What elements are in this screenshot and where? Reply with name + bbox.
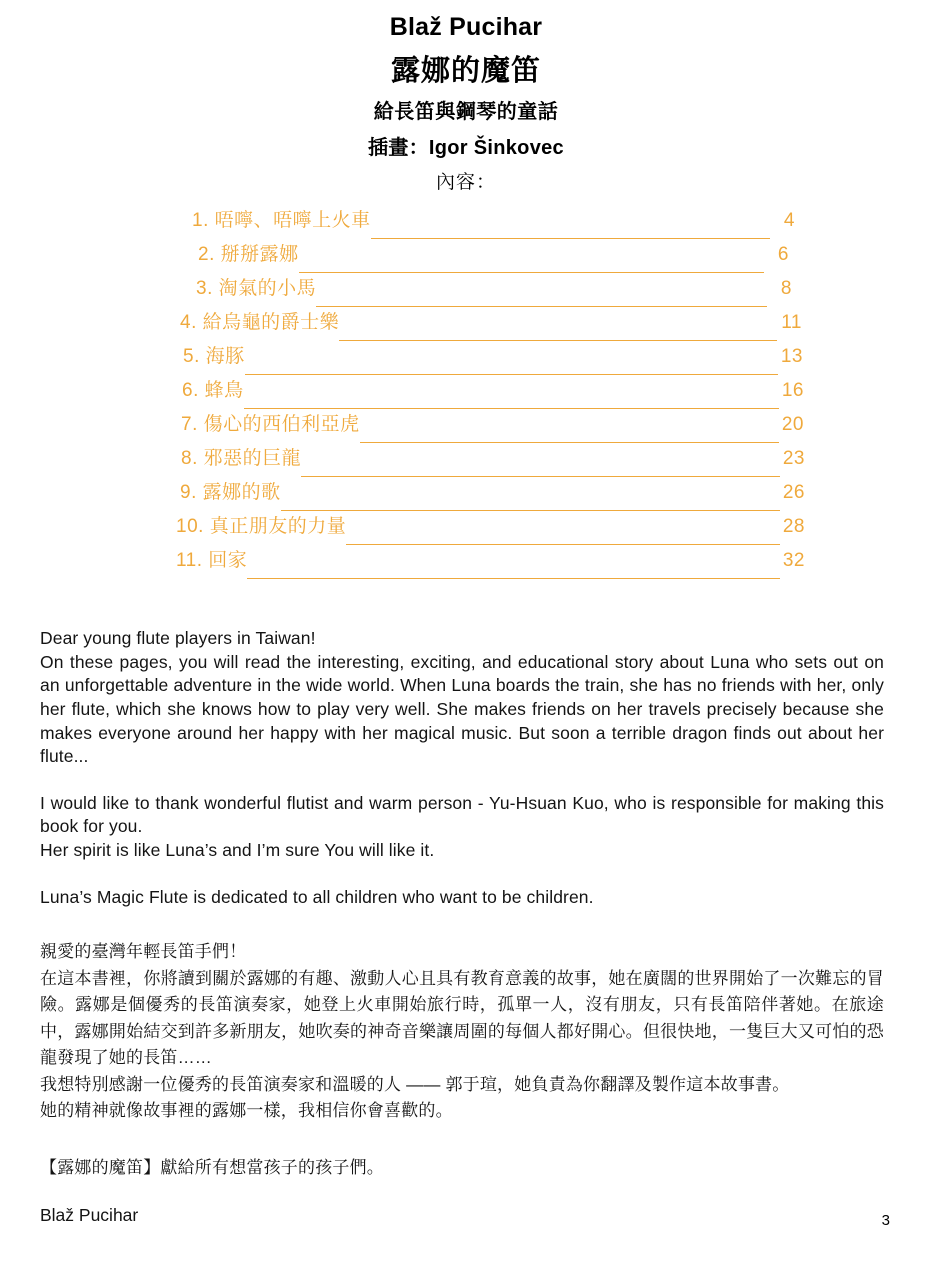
toc-entry-label: 11. 回家: [176, 550, 248, 572]
toc-entry-page: 6: [777, 244, 789, 266]
illustrator-credit: 插畫：Igor Šinkovec: [368, 137, 564, 160]
toc-entry[interactable]: [176, 245, 805, 279]
paragraph-spacer: [40, 909, 884, 939]
toc-leader-line: [371, 237, 770, 239]
title-block: [0, 0, 932, 194]
toc-leader-line: [247, 577, 780, 579]
toc-entry-page: 11: [781, 312, 802, 334]
toc-entry-page: 4: [783, 210, 795, 232]
toc-entry-label: 2. 掰掰露娜: [198, 244, 299, 266]
paragraph-spacer: [40, 1181, 884, 1204]
chinese-dedication: 【露娜的魔笛】獻給所有想當孩子的孩子們。: [40, 1157, 384, 1177]
toc-leader-line: [245, 373, 778, 375]
toc-entry[interactable]: [176, 313, 805, 347]
toc-entry-label: 4. 給烏龜的爵士樂: [180, 312, 340, 334]
body-text-area: [0, 627, 932, 1228]
author-heading: Blaž Pucihar: [389, 13, 543, 41]
toc-entry-label: 5. 海豚: [183, 346, 245, 368]
toc-leader-line: [316, 305, 767, 307]
chinese-paragraph-1: 在這本書裡，你將讀到關於露娜的有趣、激動人心且具有教育意義的故事，她在廣闊的世界開始了一次難忘的冒險。露娜是個優秀的長笛演奏家，她登上火車開始旅行時，孤單一人，沒有朋友，只有長笛陪伴著她。在旅途中，露娜開始結交到許多新朋友，她吹奏的神奇音樂讓周圍的每個人都好開心。但很快地，一隻巨大又可怕的恐龍發現了她的長笛……: [40, 968, 884, 1068]
english-paragraph-1: On these pages, you will read the interesting, exciting, and educational story about Luna who sets out on an unforgettable adventure in the wide world. When Luna boards the train, she has no friends with her, only her flute, which she knows how to play very well. She makes friends on her travels precisely because she makes everyone around her happy with her magical music. But soon a terrible dragon finds out about her flute...: [40, 651, 884, 767]
author-signature: Blaž Pucihar: [40, 1205, 139, 1226]
toc-entry-label: 7. 傷心的西伯利亞虎: [181, 414, 360, 436]
toc-entry-label: 1. 唔嚀、唔嚀上火車: [192, 210, 371, 232]
toc-entry[interactable]: [176, 415, 805, 449]
toc-entry-label: 3. 淘氣的小馬: [196, 278, 317, 300]
chinese-paragraph-2: 我想特別感謝一位優秀的長笛演奏家和溫暖的人 —— 郭于瑄，她負責為你翻譯及製作這本故事書。: [40, 1074, 790, 1094]
chinese-paragraph-3: 她的精神就像故事裡的露娜一樣，我相信你會喜歡的。: [40, 1101, 453, 1121]
toc-leader-line: [346, 543, 780, 545]
toc-leader-line: [339, 339, 777, 341]
toc-entry[interactable]: [176, 449, 805, 483]
toc-entry-label: 10. 真正朋友的力量: [176, 516, 347, 538]
toc-entry[interactable]: [176, 483, 805, 517]
page-number: 3: [881, 1212, 890, 1229]
toc-entry[interactable]: [176, 279, 805, 313]
page-title: 露娜的魔笛: [390, 54, 541, 87]
table-of-contents: [0, 211, 932, 585]
english-greeting: Dear young flute players in Taiwan!: [40, 628, 316, 649]
toc-entry-page: 16: [781, 380, 804, 402]
book-subtitle: 給長笛與鋼琴的童話: [373, 101, 559, 124]
paragraph-spacer: [40, 1125, 884, 1155]
toc-leader-line: [244, 407, 779, 409]
contents-label: 內容：: [435, 172, 496, 194]
toc-entry[interactable]: [176, 347, 805, 381]
toc-entry-page: 13: [780, 346, 803, 368]
toc-leader-line: [299, 271, 764, 273]
toc-entry-page: 20: [781, 414, 804, 436]
toc-entry[interactable]: [176, 551, 805, 585]
english-paragraph-2: I would like to thank wonderful flutist and warm person - Yu-Hsuan Kuo, who is responsible for making this book for you.: [40, 792, 884, 837]
toc-entry-label: 8. 邪惡的巨龍: [181, 448, 302, 470]
toc-entry[interactable]: [176, 211, 805, 245]
toc-leader-line: [301, 475, 780, 477]
toc-entry-page: 32: [782, 550, 805, 572]
english-dedication: Luna’s Magic Flute is dedicated to all children who want to be children.: [40, 886, 594, 907]
chinese-greeting: 親愛的臺灣年輕長笛手們！: [40, 942, 247, 962]
toc-entry-page: 28: [782, 516, 805, 538]
english-paragraph-3: Her spirit is like Luna’s and I’m sure You will like it.: [40, 840, 435, 861]
paragraph-spacer: [40, 863, 884, 886]
toc-entry-label: 9. 露娜的歌: [180, 482, 281, 504]
paragraph-spacer: [40, 769, 884, 792]
toc-entry-page: 23: [782, 448, 805, 470]
toc-entry-label: 6. 蜂鳥: [182, 380, 244, 402]
toc-entry[interactable]: [176, 517, 805, 551]
toc-entry-page: 8: [780, 278, 792, 300]
toc-entry[interactable]: [176, 381, 805, 415]
toc-leader-line: [281, 509, 780, 511]
toc-entry-page: 26: [782, 482, 805, 504]
toc-leader-line: [360, 441, 779, 443]
